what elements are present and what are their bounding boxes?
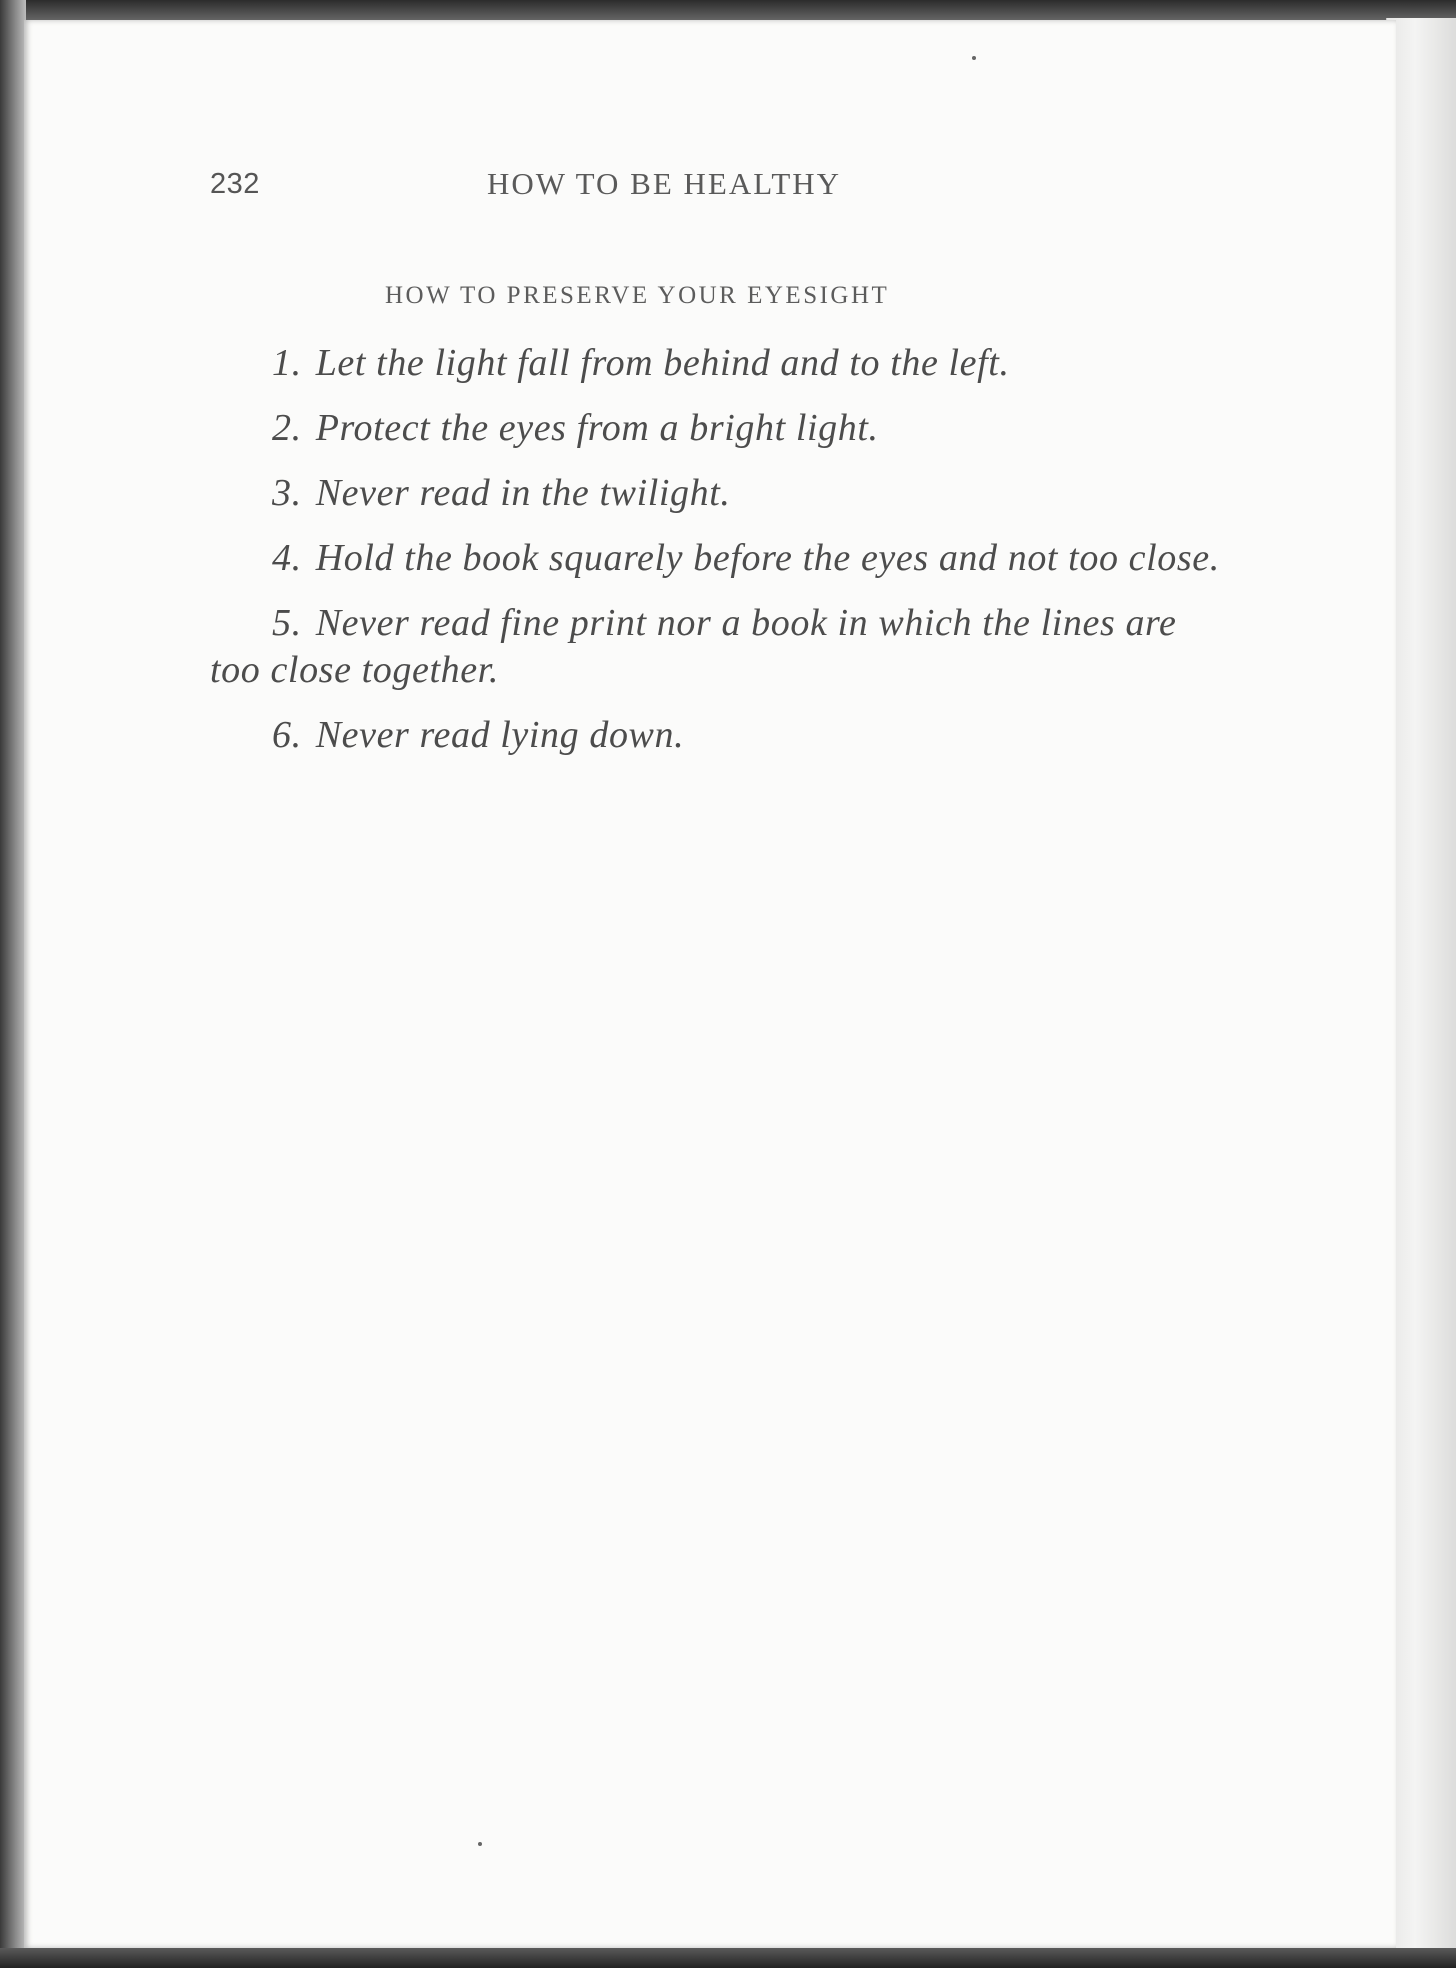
rule-text: Never read fine print nor a book in which the lines are too close together. <box>210 602 1177 691</box>
rule-number: 5. <box>272 602 302 644</box>
rule-number: 4. <box>272 537 302 579</box>
rule-item <box>210 470 1230 517</box>
print-speck <box>972 56 976 60</box>
section-title: HOW TO PRESERVE YOUR EYESIGHT <box>385 282 890 309</box>
rule-item <box>210 405 1230 452</box>
running-title: HOW TO BE HEALTHY <box>487 166 842 201</box>
print-speck <box>478 1842 482 1846</box>
scan-top-edge <box>0 0 1456 22</box>
rule-text: Hold the book squarely before the eyes and not too close. <box>315 537 1220 579</box>
next-page-edge <box>1386 18 1456 1950</box>
page-number: 232 <box>210 168 260 200</box>
rule-text: Protect the eyes from a bright light. <box>315 407 879 449</box>
rule-item <box>210 535 1230 582</box>
rule-item <box>210 340 1230 387</box>
rule-number: 6. <box>272 714 302 756</box>
rule-number: 2. <box>272 407 302 449</box>
eyesight-rules-list <box>210 340 1230 777</box>
book-binding-edge <box>0 0 26 1968</box>
running-head <box>210 168 1210 208</box>
rule-text: Let the light fall from behind and to the left. <box>315 342 1010 384</box>
rule-number: 1. <box>272 342 302 384</box>
rule-text: Never read lying down. <box>315 714 685 756</box>
rule-item <box>210 600 1230 694</box>
rule-item <box>210 712 1230 759</box>
scan-bottom-edge <box>0 1948 1456 1968</box>
rule-number: 3. <box>272 472 302 514</box>
rule-text: Never read in the twilight. <box>315 472 731 514</box>
